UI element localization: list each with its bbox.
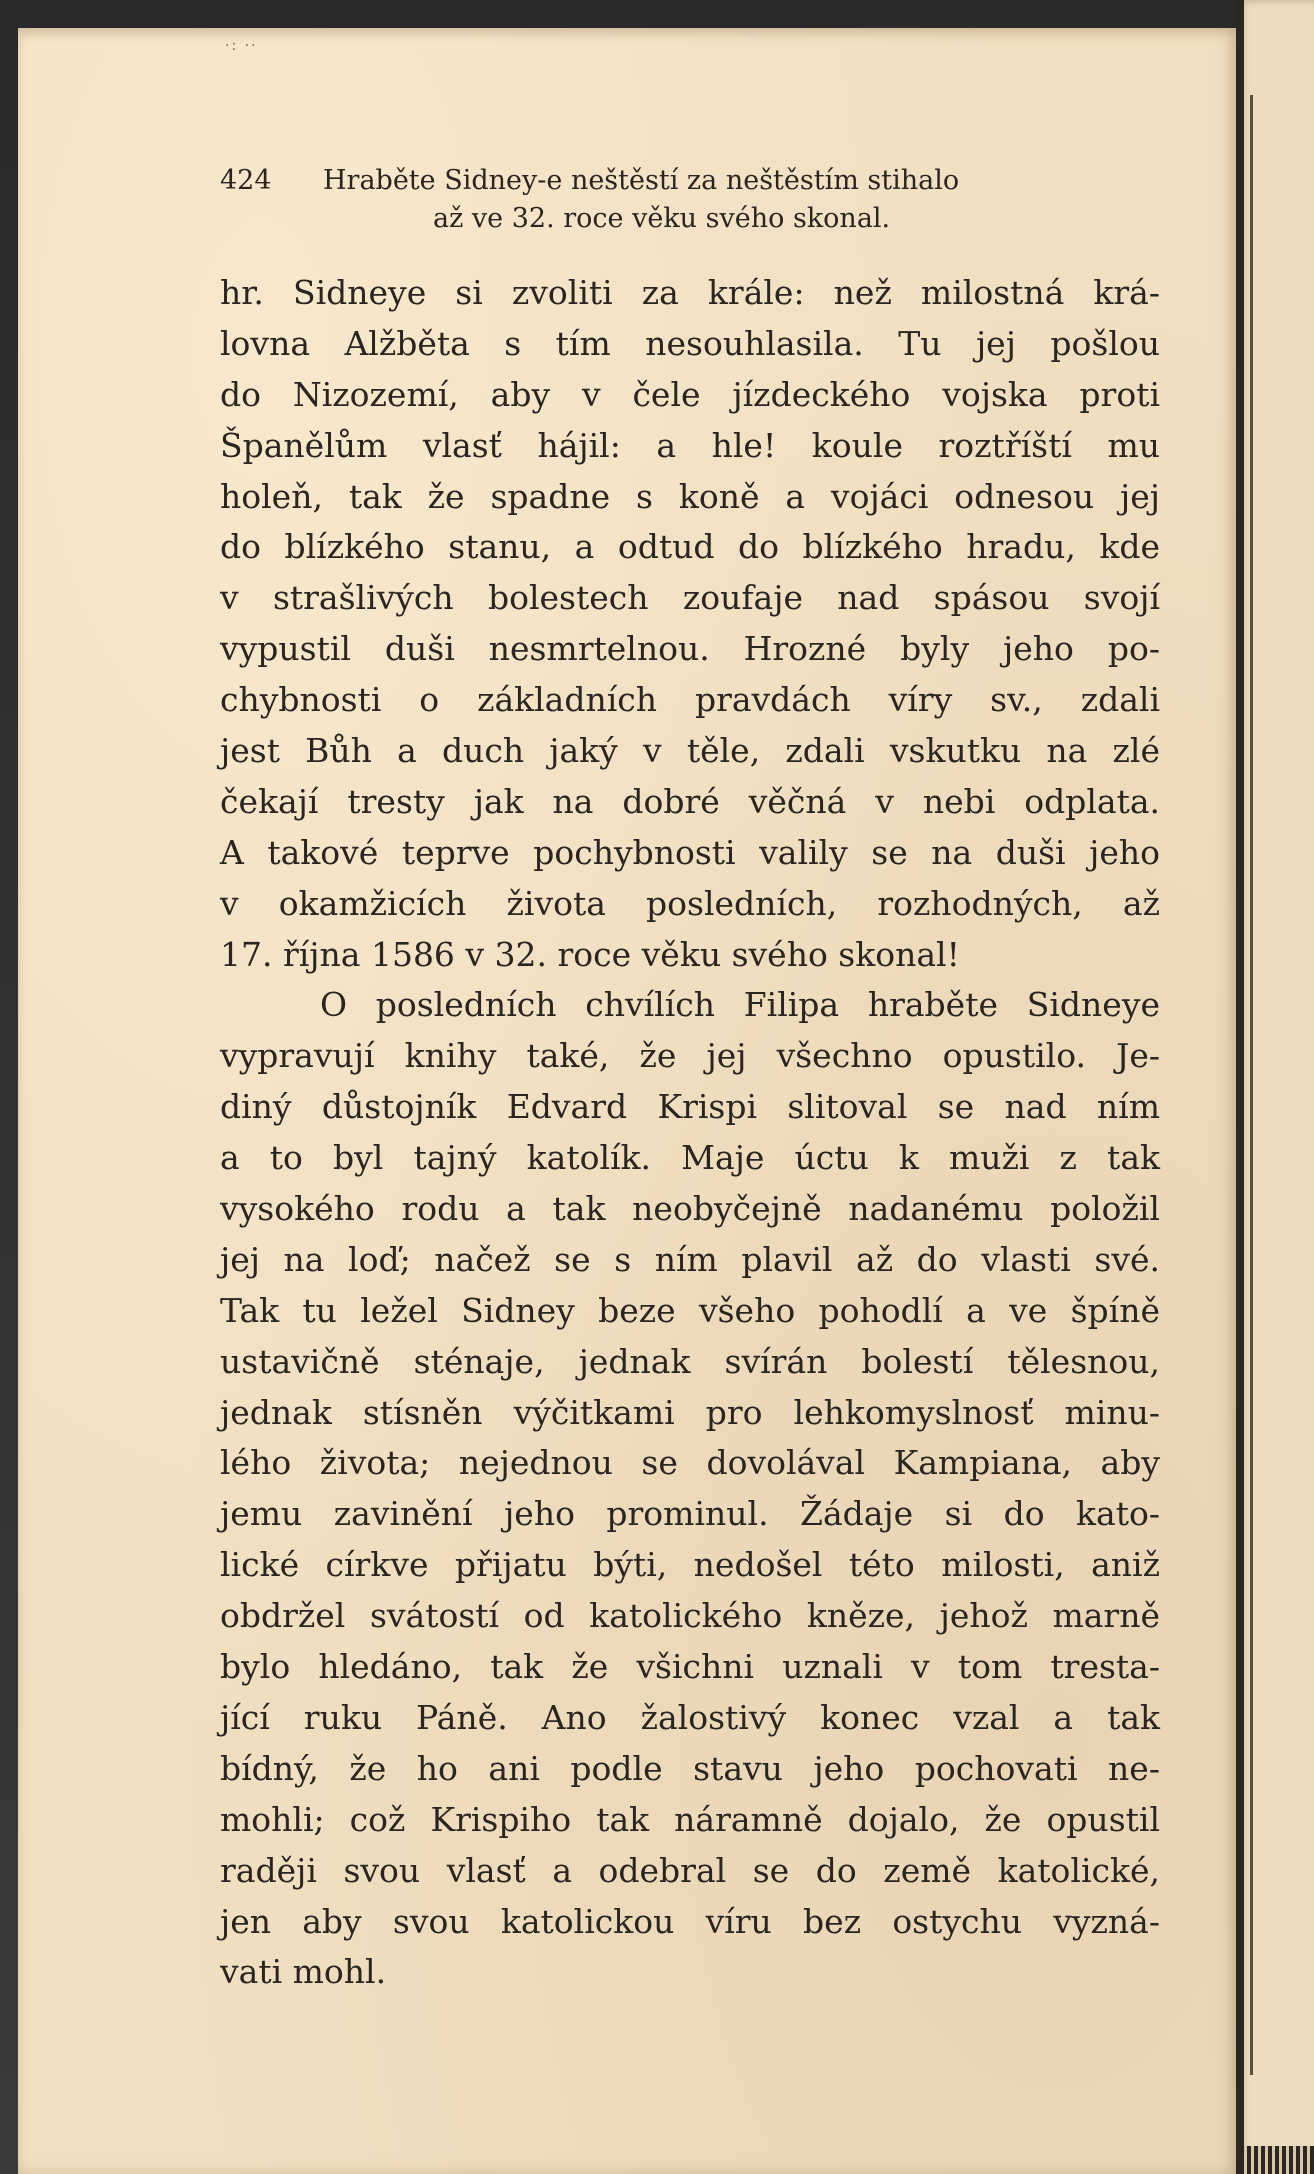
text-line: lické církve přijatu býti, nedošel této milosti, aniž [220, 1545, 1160, 1585]
text-line: jící ruku Páně. Ano žalostivý konec vzal a tak [220, 1697, 1160, 1737]
text-line: jej na loď; načež se s ním plavil až do vlasti své. [220, 1239, 1160, 1279]
text-line: chybnosti o základních pravdách víry sv., zdali [220, 680, 1160, 720]
running-title-line-2: až ve 32. roce věku svého skonal. [433, 203, 891, 234]
final-line: vati mohl. [220, 1952, 387, 1992]
text-line: do Nizozemí, aby v čele jízdeckého vojska proti [220, 374, 1160, 414]
running-title-line-1: Hraběte Sidney-e neštěstí za neštěstím stihalo [323, 165, 960, 196]
text-line: vypustil duši nesmrtelnou. Hrozné byly jeho po- [220, 629, 1160, 669]
text-line: hr. Sidneye si zvoliti za krále: než milostná krá- [220, 273, 1160, 312]
text-line: jen aby svou katolickou víru bez ostychu vyzná- [220, 1901, 1160, 1941]
text-line: bídný, že ho ani podle stavu jeho pochovati ne- [220, 1748, 1160, 1788]
print-speck: ·: ·· [225, 38, 258, 54]
paragraph-end-line: 17. října 1586 v 32. roce věku svého skonal! [220, 934, 960, 974]
text-line: Tak tu ležel Sidney beze všeho pohodlí a ve špíně [220, 1290, 1160, 1330]
text-line: lovna Alžběta s tím nesouhlasila. Tu jej pošlou [220, 323, 1160, 363]
text-line: čekají tresty jak na dobré věčná v nebi odplata. [220, 781, 1160, 821]
next-page-text-fragment [1240, 2146, 1314, 2174]
page-body-text [220, 268, 1160, 1998]
text-line: holeň, tak že spadne s koně a vojáci odnesou jej [220, 476, 1160, 516]
text-line: ustavičně sténaje, jednak svírán bolestí tělesnou, [220, 1341, 1160, 1381]
text-line: jest Bůh a duch jaký v těle, zdali vskutku na zlé [220, 731, 1160, 771]
next-page-rule [1250, 95, 1253, 2075]
text-line: A takové teprve pochybnosti valily se na duši jeho [220, 832, 1160, 872]
text-line: obdržel svátostí od katolického kněze, jehož marně [220, 1596, 1160, 1636]
text-line: do blízkého stanu, a odtud do blízkého hradu, kde [220, 527, 1160, 567]
text-line: v okamžicích života posledních, rozhodných, až [220, 883, 1160, 923]
text-line: Španělům vlasť hájil: a hle! koule roztříští mu [220, 425, 1160, 465]
text-line: jednak stísněn výčitkami pro lehkomyslnosť minu- [220, 1392, 1160, 1432]
text-line: vysokého rodu a tak neobyčejně nadanému položil [220, 1189, 1160, 1229]
paragraph-start-line: O posledních chvílích Filipa hraběte Sidneye [320, 985, 1160, 1025]
text-line: mohli; což Krispiho tak náramně dojalo, že opustil [220, 1799, 1160, 1839]
text-line: lého života; nejednou se dovolával Kampiana, aby [220, 1443, 1160, 1483]
text-line: v strašlivých bolestech zoufaje nad spásou svojí [220, 578, 1160, 618]
page-number: 424 [220, 165, 272, 196]
text-line: raději svou vlasť a odebral se do země katolické, [220, 1850, 1160, 1890]
text-line: vypravují knihy také, že jej všechno opustilo. Je- [220, 1036, 1160, 1076]
text-line: jemu zavinění jeho prominul. Žádaje si do kato- [220, 1494, 1160, 1534]
text-line: diný důstojník Edvard Krispi slitoval se nad ním [220, 1087, 1160, 1127]
next-page-edge [1236, 0, 1314, 2174]
text-line: a to byl tajný katolík. Maje úctu k muži z tak [220, 1138, 1160, 1178]
text-line: bylo hledáno, tak že všichni uznali v tom tresta- [220, 1647, 1160, 1687]
page-gutter-shadow [1236, 0, 1244, 2174]
